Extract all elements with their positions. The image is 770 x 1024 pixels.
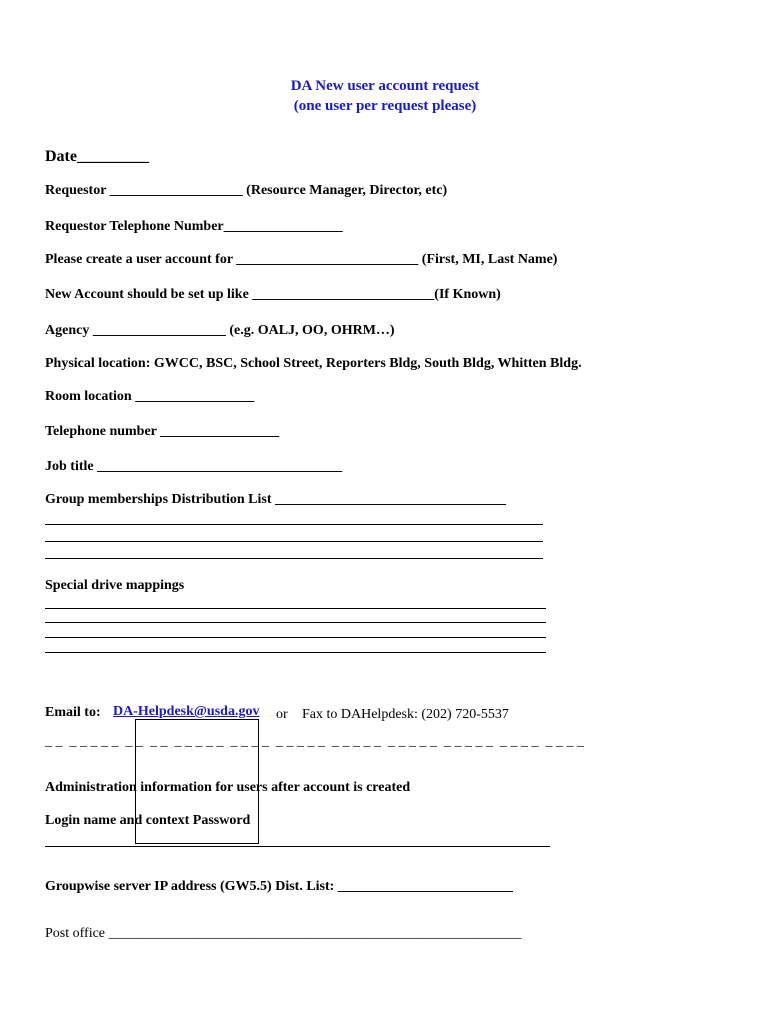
group-memberships-field: Group memberships Distribution List _________________________________	[45, 492, 506, 507]
physical-location-field: Physical location: GWCC, BSC, School Street, Reporters Bldg, South Bldg, Whitten Bldg.	[45, 356, 582, 371]
email-label: Email to:	[45, 705, 101, 720]
fax-text: Fax to DAHelpdesk: (202) 720-5537	[302, 707, 509, 722]
separator-dashes: _ _ _ _ _ _ _ _ _ _ _ _ _ _ _ _ _ _ _ _ _ _ _ _ _ _ _ _ _ _ _ _ _ _ _ _ _ _ _ _ _ _ _ _ _ _ _ _	[45, 734, 584, 749]
group-line-3	[45, 558, 543, 559]
group-line-2	[45, 541, 543, 542]
group-line-1	[45, 524, 543, 525]
job-title-field: Job title ___________________________________	[45, 459, 343, 474]
drive-line-1	[45, 608, 546, 609]
groupwise-field: Groupwise server IP address (GW5.5) Dist. List: _________________________	[45, 879, 513, 894]
form-subtitle: (one user per request please)	[293, 98, 477, 114]
post-office-field: Post office ___________________________________________________________	[45, 926, 522, 941]
setup-like-field: New Account should be set up like __________________________(If Known)	[45, 287, 501, 302]
telephone-field: Telephone number _________________	[45, 424, 280, 439]
drive-line-3	[45, 637, 546, 638]
create-account-for-field: Please create a user account for __________________________ (First, MI, Last Name)	[45, 252, 558, 267]
requestor-phone-field: Requestor Telephone Number_________________	[45, 219, 343, 234]
room-location-field: Room location _________________	[45, 389, 255, 404]
agency-field: Agency ___________________ (e.g. OALJ, OO, OHRM…)	[45, 323, 395, 338]
overlay-box	[135, 719, 259, 844]
drive-line-2	[45, 622, 546, 623]
login-label: Login name and context Password	[45, 813, 251, 828]
login-line	[45, 846, 550, 847]
or-text: or	[276, 707, 288, 722]
drive-line-4	[45, 652, 546, 653]
special-drive-label: Special drive mappings	[45, 578, 185, 593]
admin-heading: Administration information for users after account is created	[45, 780, 411, 795]
requestor-field: Requestor ___________________ (Resource Manager, Director, etc)	[45, 183, 448, 198]
email-link[interactable]: DA-Helpdesk@usda.gov	[113, 704, 260, 719]
date-field: Date_________	[45, 148, 149, 165]
form-title: DA New user account request	[290, 78, 480, 94]
